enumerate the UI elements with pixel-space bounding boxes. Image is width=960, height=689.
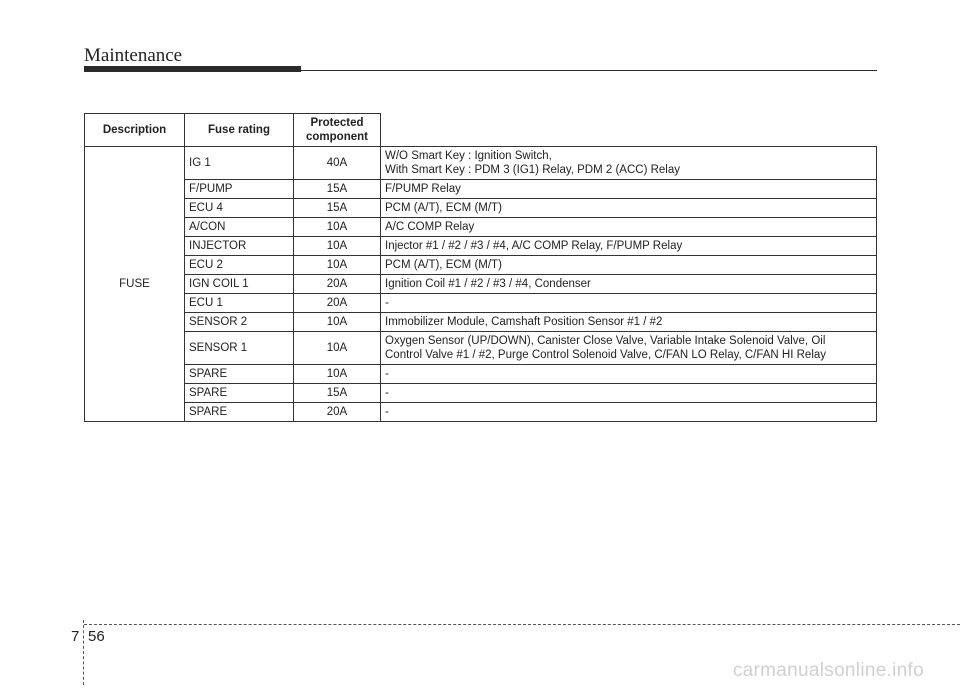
fuse-rating-cell: 10A bbox=[294, 332, 381, 365]
protected-component-cell: - bbox=[381, 403, 877, 422]
page-number: 56 bbox=[88, 628, 105, 645]
table-row bbox=[85, 180, 877, 199]
table-row bbox=[85, 199, 877, 218]
table-row bbox=[85, 256, 877, 275]
fuse-name-cell: SENSOR 1 bbox=[185, 332, 294, 365]
fuse-name-cell: ECU 1 bbox=[185, 294, 294, 313]
fuse-name-cell: IGN COIL 1 bbox=[185, 275, 294, 294]
fuse-name-cell: IG 1 bbox=[185, 147, 294, 180]
page-chapter-number: 7 bbox=[71, 628, 80, 645]
protected-component-cell: - bbox=[381, 384, 877, 403]
fuse-rating-cell: 10A bbox=[294, 313, 381, 332]
fuse-name-cell: INJECTOR bbox=[185, 237, 294, 256]
fuse-name-cell: ECU 4 bbox=[185, 199, 294, 218]
protected-component-cell: Immobilizer Module, Camshaft Position Sensor #1 / #2 bbox=[381, 313, 877, 332]
fuse-name-cell: F/PUMP bbox=[185, 180, 294, 199]
protected-component-cell: A/C COMP Relay bbox=[381, 218, 877, 237]
section-title: Maintenance bbox=[84, 45, 183, 66]
table-row bbox=[85, 313, 877, 332]
table-row bbox=[85, 332, 877, 365]
table-body bbox=[85, 147, 877, 422]
fuse-name-cell: SPARE bbox=[185, 403, 294, 422]
watermark: carmanualsonline.info bbox=[732, 660, 924, 681]
fuse-name-cell: SENSOR 2 bbox=[185, 313, 294, 332]
fuse-name-cell: SPARE bbox=[185, 384, 294, 403]
header-rule-thick bbox=[84, 66, 301, 72]
fuse-rating-cell: 10A bbox=[294, 365, 381, 384]
header-rule-thin bbox=[301, 70, 877, 71]
table-row bbox=[85, 294, 877, 313]
protected-component-cell: PCM (A/T), ECM (M/T) bbox=[381, 256, 877, 275]
column-header-fuse-rating: Fuse rating bbox=[185, 114, 294, 147]
table-row bbox=[85, 365, 877, 384]
fuse-rating-cell: 10A bbox=[294, 256, 381, 275]
protected-component-cell: - bbox=[381, 294, 877, 313]
table-header-row bbox=[85, 114, 877, 147]
protected-component-cell: PCM (A/T), ECM (M/T) bbox=[381, 199, 877, 218]
protected-component-cell: W/O Smart Key : Ignition Switch, With Smart Key : PDM 3 (IG1) Relay, PDM 2 (ACC) Relay bbox=[381, 147, 877, 180]
fuse-rating-cell: 20A bbox=[294, 294, 381, 313]
footer-vertical-rule bbox=[83, 620, 84, 685]
fuse-rating-cell: 10A bbox=[294, 237, 381, 256]
category-cell: FUSE bbox=[85, 147, 185, 422]
table-row bbox=[85, 218, 877, 237]
protected-component-cell: F/PUMP Relay bbox=[381, 180, 877, 199]
fuse-rating-cell: 15A bbox=[294, 199, 381, 218]
protected-component-cell: Injector #1 / #2 / #3 / #4, A/C COMP Relay, F/PUMP Relay bbox=[381, 237, 877, 256]
protected-component-cell: Ignition Coil #1 / #2 / #3 / #4, Condenser bbox=[381, 275, 877, 294]
table-row bbox=[85, 237, 877, 256]
column-header-description: Description bbox=[85, 114, 185, 147]
fuse-rating-cell: 20A bbox=[294, 403, 381, 422]
protected-component-cell: Oxygen Sensor (UP/DOWN), Canister Close Valve, Variable Intake Solenoid Valve, Oil Control Valve #1 / #2, Purge Control Solenoid Valve, C/FAN LO Relay, C/FAN HI Relay bbox=[381, 332, 877, 365]
fuse-rating-cell: 10A bbox=[294, 218, 381, 237]
fuse-name-cell: SPARE bbox=[185, 365, 294, 384]
table-row bbox=[85, 147, 877, 180]
table-row bbox=[85, 403, 877, 422]
table-row bbox=[85, 384, 877, 403]
fuse-rating-cell: 40A bbox=[294, 147, 381, 180]
fuse-name-cell: ECU 2 bbox=[185, 256, 294, 275]
protected-component-cell: - bbox=[381, 365, 877, 384]
fuse-table bbox=[84, 113, 877, 422]
column-header-protected-component: Protected component bbox=[294, 114, 381, 147]
fuse-rating-cell: 20A bbox=[294, 275, 381, 294]
table-row bbox=[85, 275, 877, 294]
footer-horizontal-rule bbox=[84, 624, 960, 625]
fuse-rating-cell: 15A bbox=[294, 180, 381, 199]
fuse-rating-cell: 15A bbox=[294, 384, 381, 403]
fuse-name-cell: A/CON bbox=[185, 218, 294, 237]
